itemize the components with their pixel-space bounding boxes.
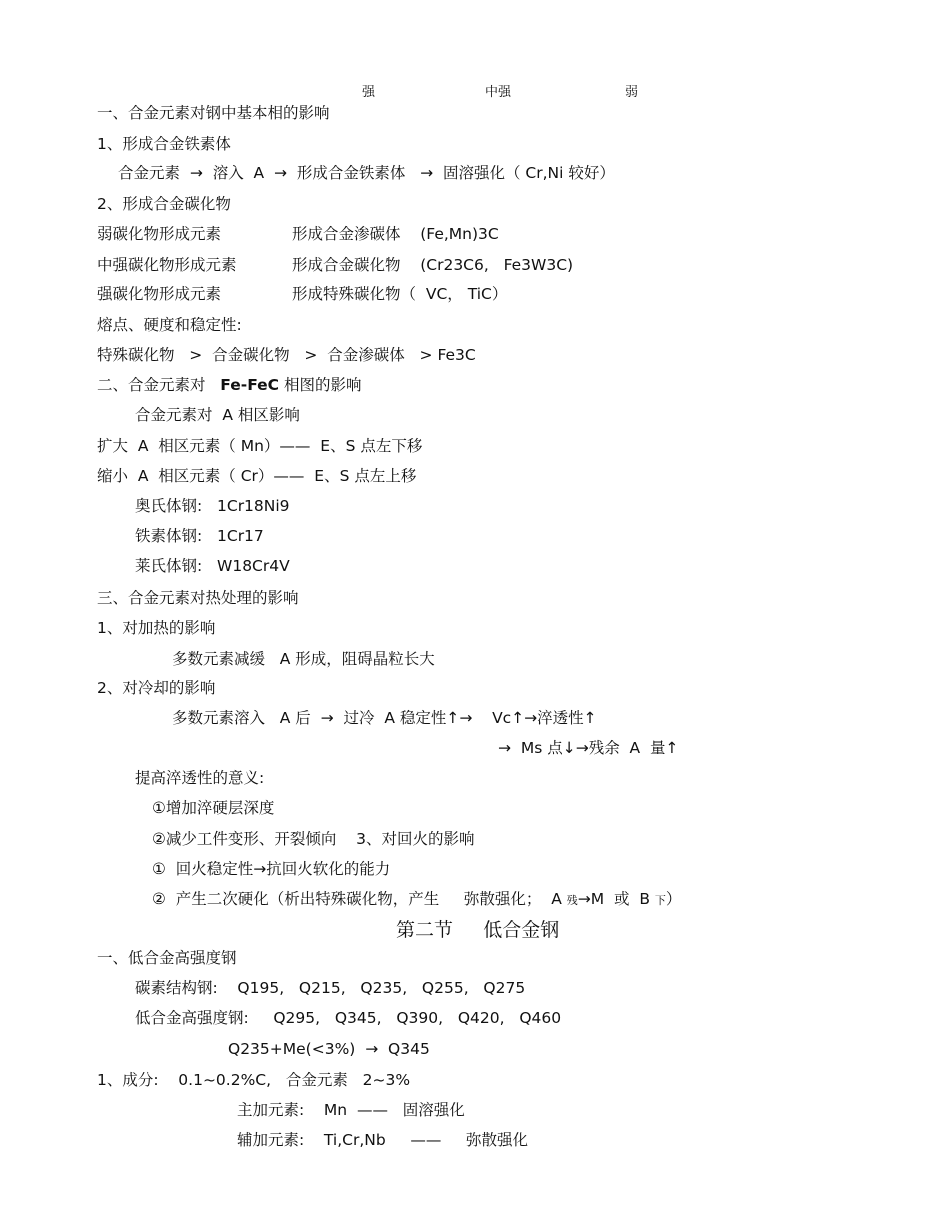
auxiliary-element-line: 辅加元素: Ti,Cr,Nb —— 弥散强化 [237, 1131, 528, 1149]
low-alloy-title: 一、低合金高强度钢 [97, 949, 237, 967]
tempering-item-2 [152, 889, 681, 911]
weak-carbide-former: 弱碳化物形成元素 [97, 225, 222, 243]
tempering-item-2-c: ） [665, 890, 682, 908]
header-medium: 中强 [485, 85, 512, 100]
medium-carbide-former: 中强碳化物形成元素 [97, 256, 237, 274]
tempering-sub-lower: 下 [654, 894, 666, 907]
section-3-1-title: 1、对加热的影响 [97, 619, 216, 637]
tempering-item-1: ① 回火稳定性→抗回火软化的能力 [152, 860, 391, 878]
section-heading-low-alloy: 第二节 低合金钢 [396, 919, 560, 941]
strong-carbide-former: 强碳化物形成元素 [97, 285, 222, 303]
properties-order: 特殊碳化物 > 合金碳化物 > 合金渗碳体 > Fe3C [97, 346, 476, 364]
hardenability-item-2: ②减少工件变形、开裂倾向 3、对回火的影响 [152, 830, 475, 848]
hardenability-item-1: ①增加淬硬层深度 [152, 799, 275, 817]
cooling-effect-2: → Ms 点↓→残余 A 量↑ [498, 739, 679, 757]
header-weak: 弱 [625, 85, 639, 100]
shrink-a-region: 缩小 A 相区元素（ Cr）—— E、S 点左上移 [97, 467, 417, 485]
conversion-line: Q235+Me(<3%) → Q345 [228, 1040, 430, 1058]
section-1-2-title: 2、形成合金碳化物 [97, 195, 231, 213]
alloy-ferrite-line: 合金元素 → 溶入 A → 形成合金铁素体 → 固溶强化（ Cr,Ni 较好） [118, 164, 615, 182]
properties-title: 熔点、硬度和稳定性: [97, 316, 242, 334]
section-1-title: 一、合金元素对钢中基本相的影响 [97, 104, 330, 122]
heating-effect: 多数元素减缓 A 形成，阻碍晶粒长大 [172, 650, 435, 668]
tempering-sub-residual: 残 [566, 894, 578, 907]
section-2-title [97, 375, 362, 395]
ledeburitic-steel: 莱氏体钢: W18Cr4V [135, 557, 290, 575]
hsla-steel: 低合金高强度钢: Q295, Q345, Q390, Q420, Q460 [135, 1009, 562, 1027]
tempering-item-2-a: ② 产生二次硬化（析出特殊碳化物，产生 弥散强化； A [152, 890, 567, 908]
expand-a-region: 扩大 A 相区元素（ Mn）—— E、S 点左下移 [97, 437, 423, 455]
main-element-line: 主加元素: Mn —— 固溶强化 [237, 1101, 465, 1119]
section-3-2-title: 2、对冷却的影响 [97, 679, 216, 697]
section-2-subtitle: 合金元素对 A 相区影响 [135, 406, 300, 424]
section-2-bold: Fe-FeC [220, 376, 280, 394]
section-3-title: 三、合金元素对热处理的影响 [97, 589, 299, 607]
tempering-item-2-b: →M 或 B [577, 890, 655, 908]
austenitic-steel: 奥氏体钢: 1Cr18Ni9 [135, 497, 290, 515]
strong-carbide-result: 形成特殊碳化物（ VC， TiC） [292, 285, 508, 303]
section-2-suffix: 相图的影响 [279, 376, 362, 394]
cooling-effect-1: 多数元素溶入 A 后 → 过冷 A 稳定性↑→ Vc↑→淬透性↑ [172, 709, 597, 727]
medium-carbide-result: 形成合金碳化物 (Cr23C6, Fe3W3C) [292, 256, 574, 274]
header-strong: 强 [362, 85, 376, 100]
weak-carbide-result: 形成合金渗碳体 (Fe,Mn)3C [292, 225, 499, 243]
section-1-1-title: 1、形成合金铁素体 [97, 135, 231, 153]
carbon-structural-steel: 碳素结构钢: Q195, Q215, Q235, Q255, Q275 [135, 979, 526, 997]
ferritic-steel: 铁素体钢: 1Cr17 [135, 527, 264, 545]
hardenability-title: 提高淬透性的意义: [135, 769, 265, 787]
section-2-prefix: 二、合金元素对 [97, 376, 221, 394]
composition-line: 1、成分: 0.1~0.2%C, 合金元素 2~3% [97, 1071, 411, 1089]
